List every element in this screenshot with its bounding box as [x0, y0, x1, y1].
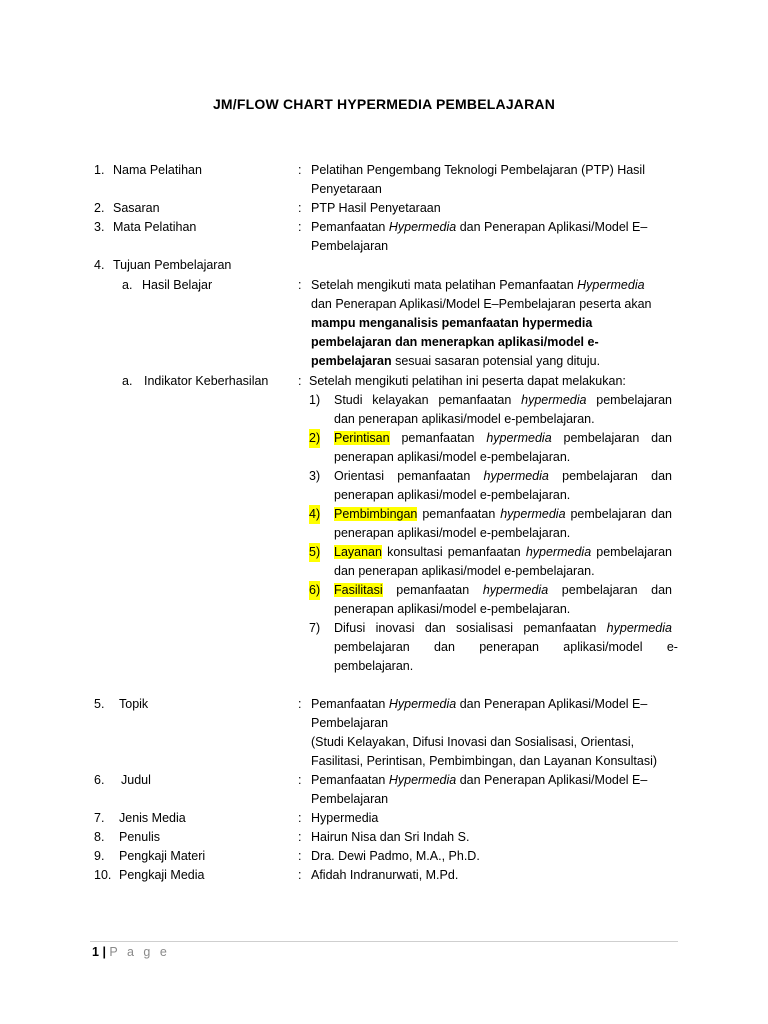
- item-number: 6.: [94, 773, 105, 787]
- value-line: Pembelajaran: [311, 716, 389, 730]
- item-number: 4.: [94, 258, 105, 272]
- colon: :: [298, 830, 302, 844]
- value-line: (Studi Kelayakan, Difusi Inovasi dan Sosialisasi, Orientasi,: [311, 735, 635, 749]
- colon: :: [298, 849, 302, 863]
- value-line: Layanan konsultasi pemanfaatan hypermedia pembelajaran: [334, 545, 672, 559]
- indikator-intro: Setelah mengikuti pelatihan ini peserta dapat melakukan:: [309, 374, 626, 388]
- item-value: PTP Hasil Penyetaraan: [311, 201, 441, 215]
- colon: :: [298, 697, 302, 711]
- sub-item-prefix: a.: [122, 374, 133, 388]
- item-label: Mata Pelatihan: [113, 220, 197, 234]
- colon: :: [298, 278, 302, 292]
- list-item-number: 5): [309, 543, 320, 562]
- colon: :: [298, 374, 302, 388]
- item-label: Pengkaji Materi: [119, 849, 206, 863]
- list-item-number: 2): [309, 429, 320, 448]
- colon: :: [298, 220, 302, 234]
- item-value: [311, 771, 647, 809]
- value-line: Perintisan pemanfaatan hypermedia pembelajaran dan: [334, 431, 673, 445]
- item-value: Afidah Indranurwati, M.Pd.: [311, 868, 459, 882]
- value-line: Pelatihan Pengembang Teknologi Pembelajaran (PTP) Hasil: [311, 163, 645, 177]
- footer-separator: |: [102, 945, 106, 959]
- list-item-number: 1): [309, 393, 321, 407]
- colon: :: [298, 773, 302, 787]
- item-number: 9.: [94, 849, 105, 863]
- item-number: 8.: [94, 830, 105, 844]
- list-item-number: 4): [309, 505, 320, 524]
- value-line: Pembimbingan pemanfaatan hypermedia pembelajaran dan: [334, 507, 672, 521]
- value-line: mampu menganalisis pemanfaatan hypermedia: [311, 316, 593, 330]
- highlighted-word: Fasilitasi: [334, 583, 383, 597]
- colon: :: [298, 868, 302, 882]
- value-line: Difusi inovasi dan sosialisasi pemanfaatan hypermedia: [334, 621, 672, 635]
- value-line: Fasilitasi, Perintisan, Pembimbingan, dan Layanan Konsultasi): [311, 754, 658, 768]
- sub-item-label: Hasil Belajar: [142, 278, 213, 292]
- highlighted-word: Perintisan: [334, 431, 390, 445]
- item-label: Sasaran: [113, 201, 160, 215]
- value-line: dan Penerapan Aplikasi/Model E–Pembelajaran peserta akan: [311, 297, 652, 311]
- item-number: 2.: [94, 201, 105, 215]
- item-value: [311, 695, 657, 771]
- sub-item-label: Indikator Keberhasilan: [144, 374, 269, 388]
- page-label: P a g e: [109, 945, 170, 959]
- list-item-number: 3): [309, 469, 321, 483]
- item-number: 1.: [94, 163, 105, 177]
- value-line: pembelajaran dan menerapkan aplikasi/model e-: [311, 335, 599, 349]
- item-value: Dra. Dewi Padmo, M.A., Ph.D.: [311, 849, 480, 863]
- value-line: Pemanfaatan Hypermedia dan Penerapan Aplikasi/Model E–: [311, 697, 648, 711]
- value-line: Orientasi pemanfaatan hypermedia pembelajaran dan: [334, 469, 673, 483]
- list-item-number: 7): [309, 621, 321, 635]
- item-label: Nama Pelatihan: [113, 163, 202, 177]
- colon: :: [298, 163, 302, 177]
- colon: :: [298, 811, 302, 825]
- value-line: pembelajaran dan penerapan aplikasi/model e-: [334, 640, 678, 654]
- item-number: 5.: [94, 697, 105, 711]
- item-label: Pengkaji Media: [119, 868, 205, 882]
- value-line: penerapan aplikasi/model e-pembelajaran.: [334, 450, 571, 464]
- item-label: Judul: [121, 773, 151, 787]
- item-value: [311, 218, 647, 256]
- value-line: Pemanfaatan Hypermedia dan Penerapan Aplikasi/Model E–: [311, 220, 648, 234]
- item-label: Topik: [119, 697, 149, 711]
- item-number: 3.: [94, 220, 105, 234]
- value-line: penerapan aplikasi/model e-pembelajaran.: [334, 602, 571, 616]
- item-label: Penulis: [119, 830, 160, 844]
- item-value: Hypermedia: [311, 811, 379, 825]
- value-line: Pembelajaran: [311, 239, 389, 253]
- value-line: pembelajaran.: [334, 659, 414, 673]
- colon: :: [298, 201, 302, 215]
- value-line: penerapan aplikasi/model e-pembelajaran.: [334, 488, 571, 502]
- value-line: Studi kelayakan pemanfaatan hypermedia pembelajaran: [334, 393, 673, 407]
- value-line: Setelah mengikuti mata pelatihan Pemanfaatan Hypermedia: [311, 278, 645, 292]
- sub-item-prefix: a.: [122, 278, 133, 292]
- highlighted-word: Pembimbingan: [334, 507, 418, 521]
- document-title: JM/FLOW CHART HYPERMEDIA PEMBELAJARAN: [212, 96, 556, 112]
- item-number: 7.: [94, 811, 105, 825]
- value-line: penerapan aplikasi/model e-pembelajaran.: [334, 526, 571, 540]
- item-label: Tujuan Pembelajaran: [113, 258, 232, 272]
- value-line: Fasilitasi pemanfaatan hypermedia pembelajaran dan: [334, 583, 673, 597]
- value-line: dan penerapan aplikasi/model e-pembelajaran.: [334, 564, 595, 578]
- page-number: 1: [92, 945, 99, 959]
- item-number: 10.: [94, 868, 112, 882]
- list-item-number: 6): [309, 581, 320, 600]
- value-line: pembelajaran sesuai sasaran potensial yang dituju.: [311, 354, 601, 368]
- page-footer: [92, 943, 170, 962]
- footer-divider: [90, 941, 678, 942]
- item-value: [311, 161, 645, 199]
- value-line: Pemanfaatan Hypermedia dan Penerapan Aplikasi/Model E–: [311, 773, 648, 787]
- value-line: Penyetaraan: [311, 182, 382, 196]
- highlighted-word: Layanan: [334, 545, 382, 559]
- item-value: Hairun Nisa dan Sri Indah S.: [311, 830, 470, 844]
- sub-item-value: [311, 276, 652, 371]
- item-label: Jenis Media: [119, 811, 186, 825]
- value-line: dan penerapan aplikasi/model e-pembelajaran.: [334, 412, 595, 426]
- value-line: Pembelajaran: [311, 792, 389, 806]
